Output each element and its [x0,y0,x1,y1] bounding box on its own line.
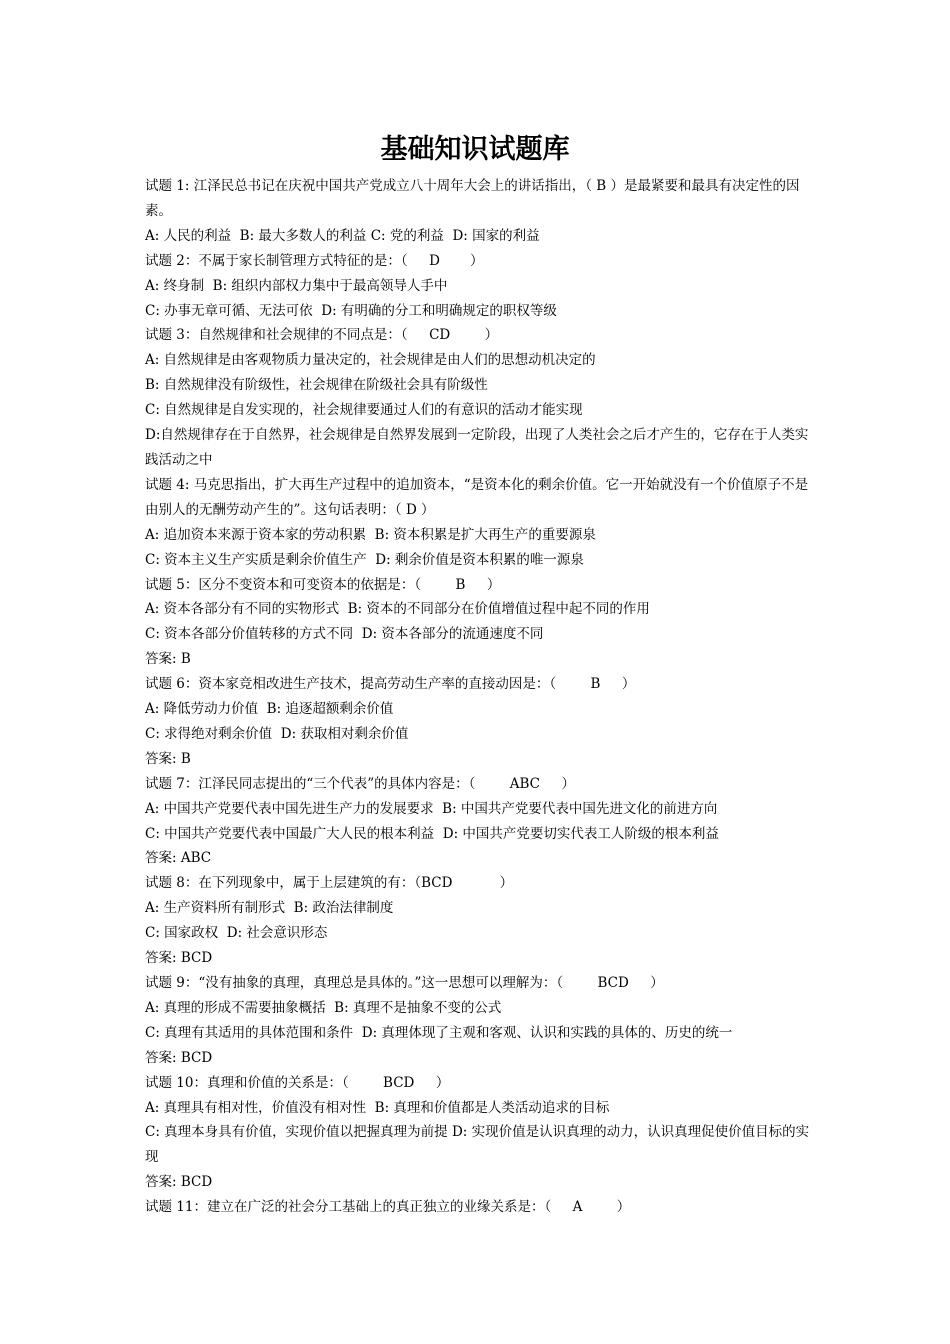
question-3: 试题 3：自然规律和社会规律的不同点是：（ CD ） [145,327,499,344]
question-9-answer: 答案: BCD [145,1049,213,1066]
question-5-options-cd: C: 资本各部分价值转移的方式不同 D: 资本各部分的流通速度不同 [145,626,544,643]
document-title: 基础知识试题库 [380,134,570,165]
question-3-option-a: A: 自然规律是由客观物质力量决定的，社会规律是由人们的思想动机决定的 [145,352,596,369]
question-9-options-cd: C: 真理有其适用的具体范围和条件 D: 真理体现了主观和客观、认识和实践的具体的、历史的统一 [145,1024,733,1041]
question-10-answer: 答案: BCD [145,1174,213,1191]
question-5: 试题 5：区分不变资本和可变资本的依据是：（ B ） [145,576,501,593]
question-5-options-ab: A: 资本各部分有不同的实物形式 B: 资本的不同部分在价值增值过程中起不同的作用 [145,601,650,618]
question-8-options-ab: A: 生产资料所有制形式 B: 政治法律制度 [145,900,394,917]
question-7-options-cd: C: 中国共产党要代表中国最广大人民的根本利益 D: 中国共产党要切实代表工人阶级的根本利益 [145,825,719,842]
question-8: 试题 8：在下列现象中，属于上层建筑的有：（BCD ） [145,875,514,892]
question-2-options-cd: C: 办事无章可循、无法可依 D: 有明确的分工和明确规定的职权等级 [145,302,557,319]
question-7-answer: 答案: ABC [145,850,212,867]
question-4-options-cd: C: 资本主义生产实质是剩余价值生产 D: 剩余价值是资本积累的唯一源泉 [145,551,584,568]
question-list [145,174,813,1220]
question-9-options-ab: A: 真理的形成不需要抽象概括 B: 真理不是抽象不变的公式 [145,999,502,1016]
question-6-answer: 答案: B [145,750,191,767]
question-10-options-ab: A: 真理具有相对性，价值没有相对性 B: 真理和价值都是人类活动追求的目标 [145,1099,610,1116]
question-3-option-c: C: 自然规律是自发实现的，社会规律要通过人们的有意识的活动才能实现 [145,402,583,419]
question-1: 试题 1: 江泽民总书记在庆祝中国共产党成立八十周年大会上的讲话指出，（ B ）是最紧要和最具有决定性的因素。 [145,178,800,219]
question-2: 试题 2：不属于家长制管理方式特征的是：（ D ） [145,252,484,269]
question-3-option-d: D:自然规律存在于自然界，社会规律是自然界发展到一定阶段，出现了人类社会之后才产生的，它存在于人类实践活动之中 [145,427,809,468]
question-1-options: A: 人民的利益 B: 最大多数人的利益 C: 党的利益 D: 国家的利益 [145,227,540,244]
question-9: 试题 9：“没有抽象的真理，真理总是具体的。”这一思想可以理解为：（ BCD ） [145,975,664,991]
question-7: 试题 7：江泽民同志提出的“三个代表”的具体内容是：（ ABC ） [145,775,575,792]
question-7-options-ab: A: 中国共产党要代表中国先进生产力的发展要求 B: 中国共产党要代表中国先进文化的前进方向 [145,800,718,817]
question-8-answer: 答案: BCD [145,950,213,967]
question-10-options-cd: C: 真理本身具有价值，实现价值以把握真理为前提 D: 实现价值是认识真理的动力，认识真理促使价值目标的实现 [145,1124,810,1166]
question-10: 试题 10：真理和价值的关系是：（ BCD ） [145,1074,450,1091]
question-4: 试题 4: 马克思指出，扩大再生产过程中的追加资本，“是资本化的剩余价值。它一开始就没有一个价值原子不是由别人的无酬劳动产生的”。这句话表明：（ D ） [145,476,809,518]
question-4-options-ab: A: 追加资本来源于资本家的劳动积累 B: 资本积累是扩大再生产的重要源泉 [145,526,596,543]
question-2-options-ab: A: 终身制 B: 组织内部权力集中于最高领导人手中 [145,277,448,294]
question-6-options-cd: C: 求得绝对剩余价值 D: 获取相对剩余价值 [145,725,409,742]
question-3-option-b: B: 自然规律没有阶级性，社会规律在阶级社会具有阶级性 [145,377,488,394]
question-6: 试题 6：资本家竞相改进生产技术，提高劳动生产率的直接动因是：（ B ） [145,676,636,693]
question-5-answer: 答案: B [145,651,191,668]
question-8-options-cd: C: 国家政权 D: 社会意识形态 [145,925,328,942]
question-6-options-ab: A: 降低劳动力价值 B: 追逐超额剩余价值 [145,701,394,718]
question-11: 试题 11：建立在广泛的社会分工基础上的真正独立的业缘关系是：（ A ） [145,1199,631,1216]
